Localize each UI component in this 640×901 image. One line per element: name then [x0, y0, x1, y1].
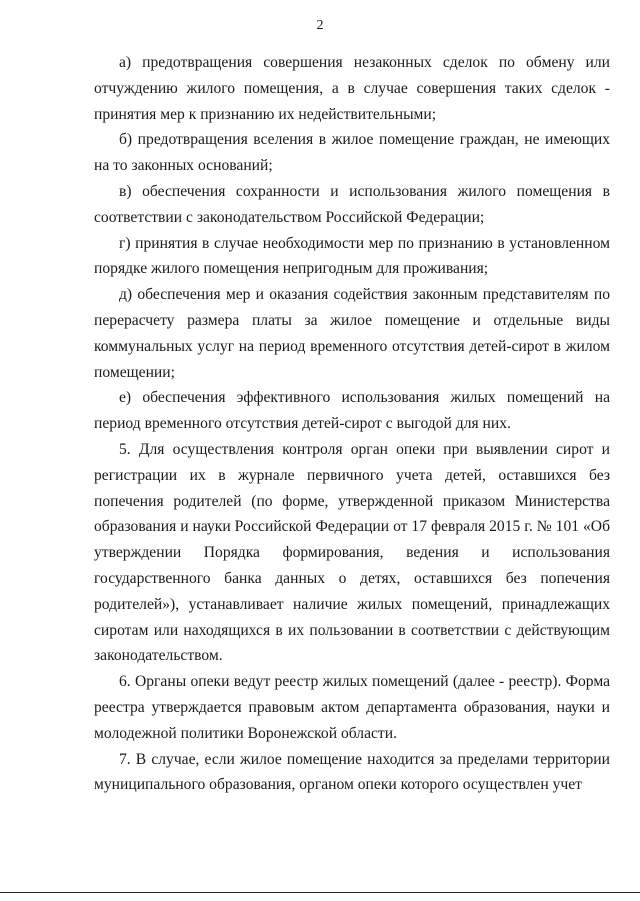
paragraph-v: в) обеспечения сохранности и использования жилого помещения в соответствии с законодательством Российской Федерации;	[94, 182, 610, 226]
paragraph-e: е) обеспечения эффективного использования жилых помещений на период временного отсутствия детей-сирот с выгодой для них.	[94, 389, 610, 433]
paragraph-5: 5. Для осуществления контроля орган опеки при выявлении сирот и регистрации их в журнале первичного учета детей, оставшихся без попечения родителей (по форме, утвержденной приказом Министерства образования и науки Российской Федерации от 17 февраля 2015 г. № 101 «Об утверждении Порядка формирования, ведения и использования государственного банка данных о детях, оставшихся без попечения родителей»), устанавливает наличие жилых помещений, принадлежащих сиротам или находящихся в их пользовании в соответствии с действующим законодательством.	[94, 440, 610, 665]
paragraph-6: 6. Органы опеки ведут реестр жилых помещений (далее - реестр). Форма реестра утверждается правовым актом департамента образования, науки и молодежной политики Воронежской области.	[94, 673, 610, 742]
document-body	[94, 50, 610, 798]
paragraph-a: а) предотвращения совершения незаконных сделок по обмену или отчуждению жилого помещения, а в случае совершения таких сделок - принятия мер к признанию их недействительными;	[94, 54, 610, 123]
paragraph-b: б) предотвращения вселения в жилое помещение граждан, не имеющих на то законных оснований;	[94, 131, 610, 175]
paragraph-7: 7. В случае, если жилое помещение находится за пределами территории муниципального образования, органом опеки которого осуществлен учет	[94, 750, 610, 794]
paragraph-d: д) обеспечения мер и оказания содействия законным представителям по перерасчету размера платы за жилое помещение и отдельные виды коммунальных услуг на период временного отсутствия детей-сирот в жилом помещении;	[94, 286, 610, 381]
page-number: 2	[316, 18, 324, 33]
scan-bottom-edge	[0, 892, 640, 893]
paragraph-g: г) принятия в случае необходимости мер по признанию в установленном порядке жилого помещения непригодным для проживания;	[94, 234, 610, 278]
